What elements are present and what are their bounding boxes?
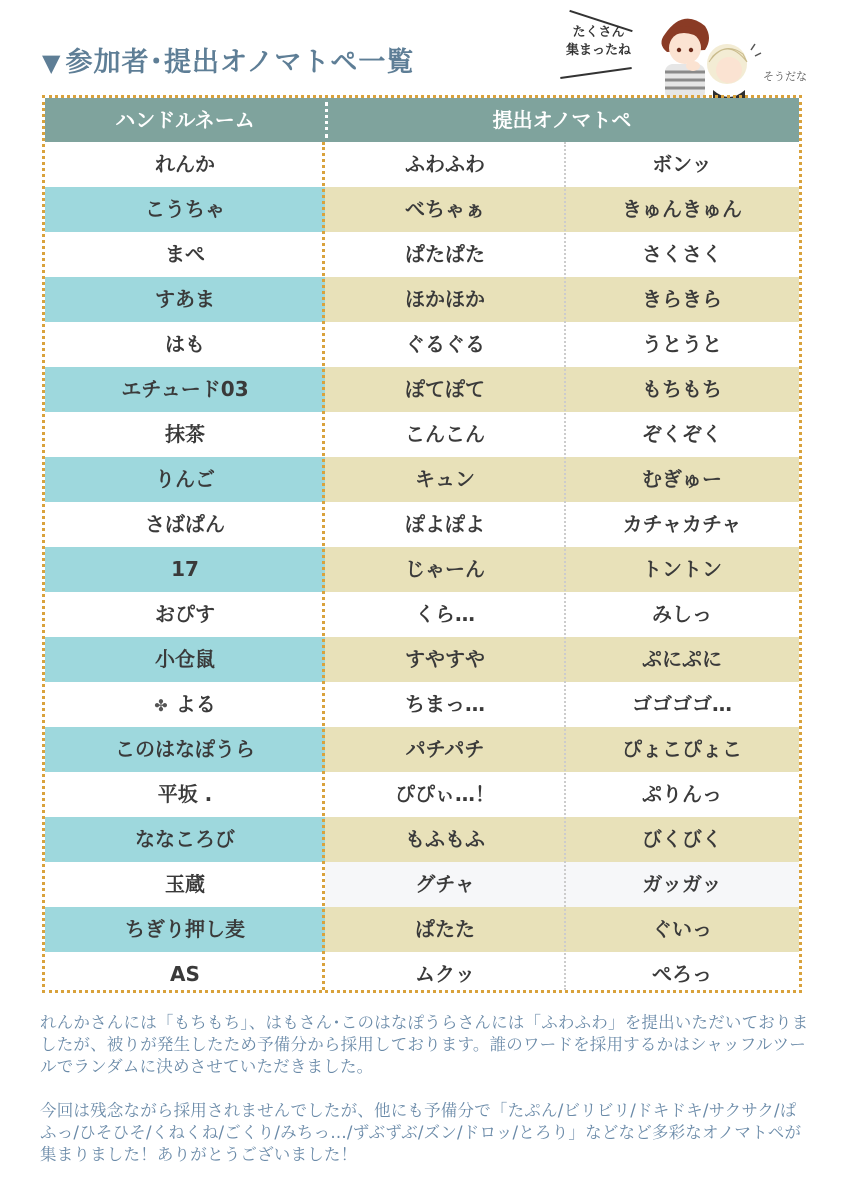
handle-name-text: よる	[175, 692, 216, 716]
onomatopoeia-cell-1: ちまっ…	[405, 692, 485, 716]
table-row	[45, 322, 799, 367]
table-row	[45, 772, 799, 817]
table-row	[45, 727, 799, 772]
onomatopoeia-cell-2: カチャカチャ	[622, 512, 742, 536]
table-row	[45, 907, 799, 952]
handle-name-text: れんか	[155, 152, 215, 176]
handle-name-cell	[45, 637, 325, 682]
onomatopoeia-cell-2: もちもち	[565, 367, 799, 412]
onomatopoeia-cell-2: きらきら	[565, 277, 799, 322]
participants-table	[42, 95, 802, 993]
clover-icon: ✤	[154, 696, 168, 715]
speech-text-2: 集まったね	[566, 43, 632, 58]
table-row	[45, 412, 799, 457]
onomatopoeia-cell-2: みしっ	[652, 602, 712, 626]
column-divider-sub	[564, 142, 566, 990]
handle-name-text: ちぎり押し麦	[125, 917, 245, 941]
handle-name-text: こうちゃ	[145, 197, 225, 221]
handle-name-cell	[45, 187, 325, 232]
onomatopoeia-cell-2: トントン	[565, 547, 799, 592]
onomatopoeia-cell-2: さくさく	[642, 242, 722, 266]
onomatopoeia-cell-2: ガッガッ	[565, 862, 799, 907]
page-title	[42, 40, 414, 79]
onomatopoeia-cell-2: きゅんきゅん	[565, 187, 799, 232]
characters-icon	[643, 6, 763, 106]
handle-name-cell	[45, 322, 325, 367]
onomatopoeia-cell-1: ぐるぐる	[405, 332, 485, 356]
handle-name-text: まぺ	[165, 242, 205, 266]
handle-name-cell	[45, 817, 325, 862]
handle-name-cell	[45, 907, 325, 952]
table-row	[45, 547, 799, 592]
handle-name-cell	[45, 727, 325, 772]
handle-name-cell	[45, 412, 325, 457]
onomatopoeia-cell-1: こんこん	[405, 422, 485, 446]
table-row	[45, 277, 799, 322]
table-row	[45, 952, 799, 997]
onomatopoeia-cell-2: ぷにぷに	[565, 637, 799, 682]
table-row	[45, 637, 799, 682]
onomatopoeia-cell-1: キュン	[325, 457, 565, 502]
onomatopoeia-cell-1: ほかほか	[325, 277, 565, 322]
handle-name-text: ななころび	[135, 827, 235, 851]
speech-text-1: たくさん	[572, 25, 625, 40]
handle-name-text: さばぱん	[145, 512, 225, 536]
handle-name-text: はも	[165, 332, 205, 356]
handle-name-text: 平坂 .	[157, 782, 213, 806]
table-row	[45, 142, 799, 187]
onomatopoeia-cell-2: ぐいっ	[565, 907, 799, 952]
onomatopoeia-cell-2: ボンッ	[652, 152, 712, 176]
table-row	[45, 187, 799, 232]
onomatopoeia-cell-1: じゃーん	[325, 547, 565, 592]
onomatopoeia-cell-1: ぱたた	[325, 907, 565, 952]
table-row	[45, 232, 799, 277]
handle-name-text: 抹茶	[165, 422, 205, 446]
onomatopoeia-cell-2: むぎゅー	[565, 457, 799, 502]
header-handle-name: ハンドルネーム	[115, 108, 255, 132]
column-divider-main	[322, 142, 325, 990]
handle-name-text: AS	[170, 962, 200, 986]
handle-name-cell	[45, 682, 325, 727]
handle-name-cell	[45, 457, 325, 502]
onomatopoeia-cell-2: ぺろっ	[652, 962, 712, 986]
table-row	[45, 592, 799, 637]
reply-text: そうだな	[763, 70, 807, 83]
onomatopoeia-cell-1: グチャ	[325, 862, 565, 907]
handle-name-text: りんご	[155, 467, 215, 491]
header-onomatopoeia: 提出オノマトペ	[492, 108, 632, 132]
onomatopoeia-cell-1: ふわふわ	[405, 152, 485, 176]
onomatopoeia-cell-2: びくびく	[565, 817, 799, 862]
table-row	[45, 817, 799, 862]
handle-name-cell	[45, 277, 325, 322]
handle-name-cell	[45, 502, 325, 547]
table-row	[45, 682, 799, 727]
table-row	[45, 502, 799, 547]
table-row	[45, 367, 799, 412]
onomatopoeia-cell-2: うとうと	[642, 332, 722, 356]
handle-name-text: 17	[171, 557, 199, 581]
handle-name-text: おぴす	[155, 602, 215, 626]
handle-name-text: このはなぽうら	[115, 737, 255, 761]
speech-bubble	[566, 24, 631, 60]
table-row	[45, 862, 799, 907]
table-header	[45, 98, 799, 142]
handle-name-cell	[45, 547, 325, 592]
onomatopoeia-cell-2: ぴょこぴょこ	[565, 727, 799, 772]
onomatopoeia-cell-1: ぱたぱた	[405, 242, 485, 266]
speech-line-bottom	[560, 67, 632, 79]
notes	[40, 1012, 810, 1188]
onomatopoeia-cell-1: すやすや	[325, 637, 565, 682]
onomatopoeia-cell-2: ゴゴゴゴ…	[632, 692, 732, 716]
handle-name-cell	[45, 367, 325, 412]
page-title-text: 参加者･提出オノマトペ一覧	[65, 47, 415, 78]
onomatopoeia-cell-2: ぞくぞく	[642, 422, 722, 446]
onomatopoeia-cell-2: ぷりんっ	[642, 782, 722, 806]
onomatopoeia-cell-1: ぽてぽて	[325, 367, 565, 412]
character-illustration	[548, 0, 848, 110]
handle-name-cell	[45, 232, 325, 277]
onomatopoeia-cell-1: ぴぴぃ…！	[395, 782, 495, 806]
note-paragraph-2: 今回は残念ながら採用されませんでしたが、他にも予備分で「たぷん/ビリビリ/ドキドキ/サクサク/ぱふっ/ひそひそ/くねくね/ごくり/みちっ…/ずぶずぶ/ズン/ドロッ/とろり」などなど多彩なオノマトペが集まりました！ありがとうございました！	[40, 1101, 802, 1164]
triangle-marker-icon: ▼	[42, 49, 62, 77]
handle-name-cell	[45, 142, 325, 187]
handle-name-text: エチュード03	[121, 377, 249, 401]
handle-name-text: すあま	[155, 287, 215, 311]
handle-name-text: 小仓鼠	[155, 647, 215, 671]
onomatopoeia-cell-1: もふもふ	[325, 817, 565, 862]
handle-name-cell	[45, 952, 325, 997]
handle-name-cell	[45, 772, 325, 817]
onomatopoeia-cell-1: ムクッ	[415, 962, 475, 986]
onomatopoeia-cell-1: ぽよぽよ	[405, 512, 485, 536]
onomatopoeia-cell-1: パチパチ	[325, 727, 565, 772]
onomatopoeia-cell-1: くら…	[415, 602, 475, 626]
handle-name-text: 玉蔵	[165, 872, 205, 896]
handle-name-cell	[45, 862, 325, 907]
onomatopoeia-cell-1: べちゃぁ	[325, 187, 565, 232]
table-row	[45, 457, 799, 502]
handle-name-cell	[45, 592, 325, 637]
note-paragraph-1: れんかさんには「もちもち」、はもさん･このはなぽうらさんには「ふわふわ」を提出いただいておりましたが、被りが発生したため予備分から採用しております。誰のワードを採用するかはシャッフルツールでランダムに決めさせていただきました。	[40, 1013, 809, 1076]
